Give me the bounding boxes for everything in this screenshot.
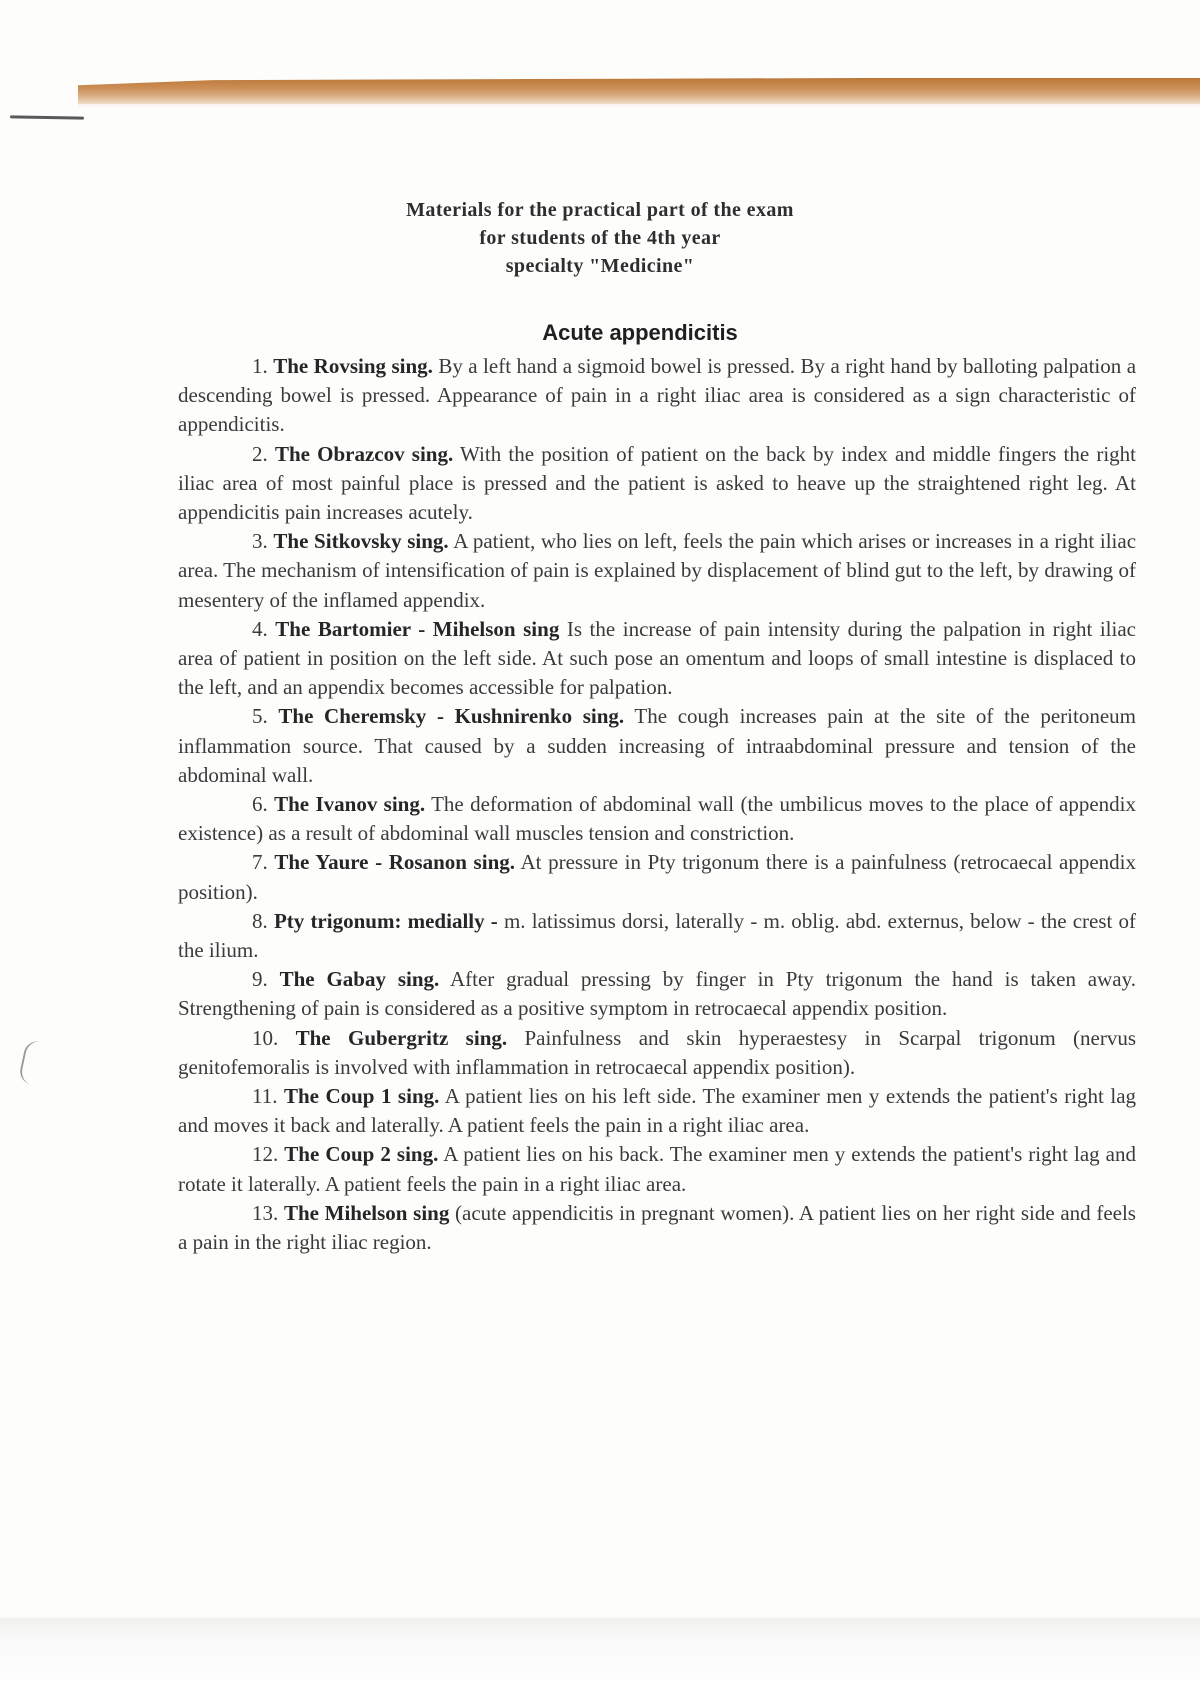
sign-name: The Mihelson sing [283,1200,450,1225]
sign-name: The Gabay sing. [279,967,440,992]
item-number: 2. [252,441,268,466]
list-item [178,440,1136,528]
list-item [178,702,1136,790]
sign-description: After gradual pressing by finger in Pty trigonum the hand is taken away. Strengthening of pain is considered as a positive symptom in retrocaecal appendix position. [178,967,1136,1021]
document-header [300,196,900,280]
item-number: 10. [252,1025,279,1050]
sign-description: By a left hand a sigmoid bowel is pressed. By a right hand by balloting palpation a descending bowel is pressed. Appearance of pain in a right iliac area is considered as a sign characteristic of appendicitis. [178,354,1137,437]
item-number: 5. [252,704,268,729]
page-bottom-edge [0,1618,1200,1698]
list-item [178,790,1136,848]
header-line: for students of the 4th year [479,227,721,249]
item-number: 1. [252,354,268,378]
sign-description: A patient, who lies on left, feels the pain which arises or increases in a right iliac area. The mechanism of intensification of pain is explained by displacement of blind gut to the left, by drawing of mesentery of the inflamed appendix. [178,529,1137,612]
sign-name: Pty trigonum: medially - [273,908,498,933]
sign-name: The Obrazcov sing. [274,441,454,466]
sign-name: The Cheremsky - Kushnirenko sing. [278,704,625,729]
sign-description: The deformation of abdominal wall (the umbilicus moves to the place of appendix existence) as a result of abdominal wall muscles tension and constriction. [178,792,1137,846]
signs-list [178,352,1136,1257]
sign-name: The Bartomier - Mihelson sing [275,616,560,641]
item-number: 11. [252,1084,278,1109]
list-item [178,907,1136,965]
sign-description: A patient lies on his left side. The examiner men y extends the patient's right lag and moves it back and laterally. A patient feels the pain in a right iliac area. [178,1084,1137,1138]
list-item [178,848,1136,906]
sign-description: Is the increase of pain intensity during the palpation in right iliac area of patient in position on the left side. At such pose an omentum and loops of small intestine is displaced to the left, and an appendix becomes accessible for palpation. [178,616,1136,700]
header-line: Materials for the practical part of the exam [406,199,794,221]
list-item [178,965,1136,1023]
sign-description: With the position of patient on the back by index and middle fingers the right iliac area of most painful place is pressed and the patient is asked to heave up the straightened right leg. At appendicitis pain increases acutely. [178,441,1136,525]
item-number: 12. [252,1142,279,1167]
sign-description: The cough increases pain at the site of the peritoneum inflammation source. That caused by a sudden increasing of intraabdominal pressure and tension of the abdominal wall. [178,704,1136,787]
section-title: Acute appendicitis [542,320,738,345]
item-number: 3. [252,529,268,554]
sign-name: The Ivanov sing. [274,792,426,817]
sign-name: The Yaure - Rosanon sing. [274,850,515,875]
sign-description: (acute appendicitis in pregnant women). A patient lies on her right side and feels a pain in the right iliac region. [178,1200,1136,1255]
list-item [178,1024,1136,1082]
page-top-edge-shadow [78,100,1200,108]
sign-description: Painfulness and skin hyperaestesy in Scarpal trigonum (nervus genitofemoralis is involved with inflammation in retrocaecal appendix position). [178,1025,1137,1079]
sign-description: A patient lies on his back. The examiner men y extends the patient's right lag and rotate it laterally. A patient feels the pain in a right iliac area. [178,1142,1136,1196]
list-item [178,527,1136,615]
sign-name: The Sitkovsky sing. [273,529,449,554]
sign-name: The Coup 1 sing. [283,1084,440,1109]
sign-description: m. latissimus dorsi, laterally - m. oblig. abd. externus, below - the crest of the ilium. [178,908,1137,963]
sign-name: The Gubergritz sing. [295,1025,508,1050]
sign-name: The Coup 2 sing. [284,1142,439,1167]
header-line: specialty "Medicine" [505,255,695,277]
sign-description: At pressure in Pty trigonum there is a painfulness (retrocaecal appendix position). [178,850,1137,904]
item-number: 7. [252,850,268,875]
item-number: 6. [252,792,268,817]
list-item [178,1082,1136,1140]
margin-pencil-mark [18,1039,43,1085]
item-number: 8. [252,908,268,933]
scan-mark [10,115,84,119]
list-item [178,1199,1136,1257]
item-number: 4. [252,616,268,641]
sign-name: The Rovsing sing. [273,354,433,378]
list-item [178,615,1136,703]
item-number: 9. [252,967,268,992]
item-number: 13. [252,1200,279,1225]
list-item [178,352,1136,440]
list-item [178,1140,1136,1198]
